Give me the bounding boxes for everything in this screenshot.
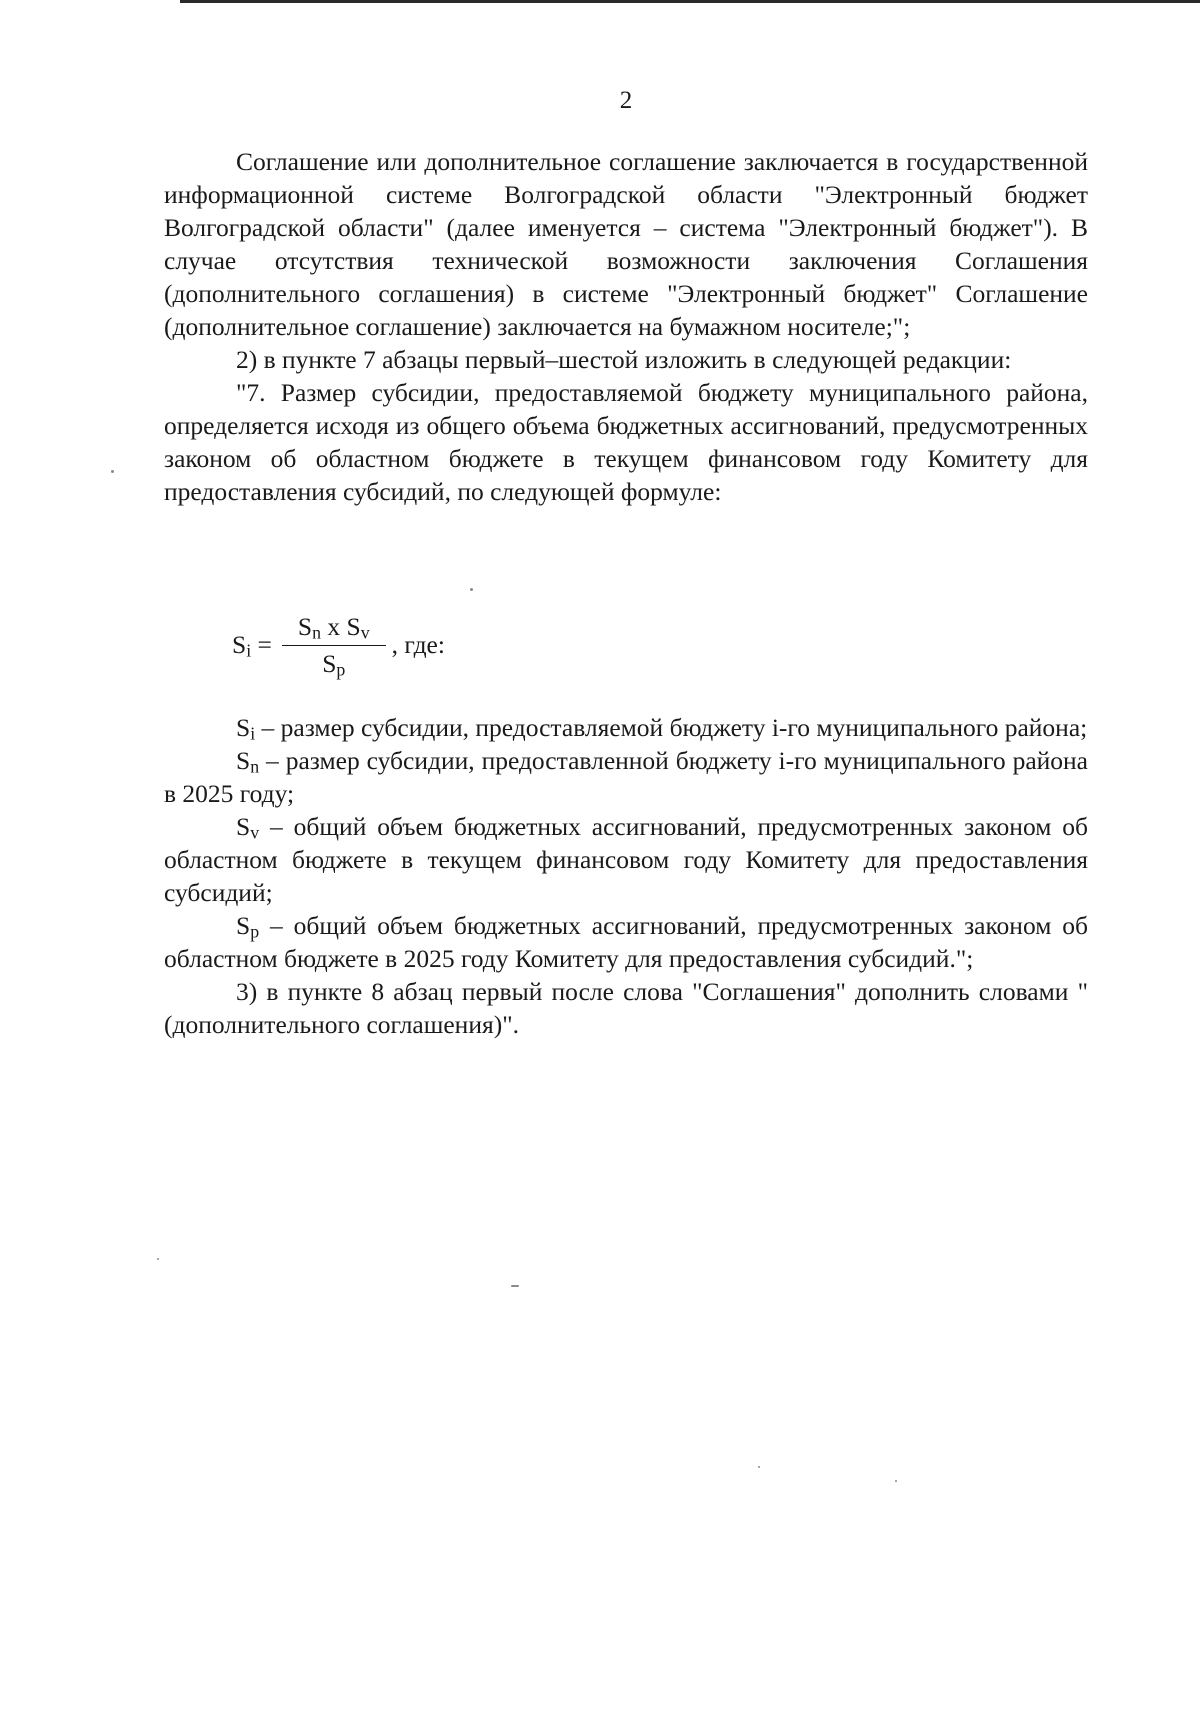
definitions-text	[164, 711, 1088, 1041]
formula-numerator: $S_n$ x $S_v$	[282, 612, 386, 646]
scan-top-edge	[180, 0, 1200, 3]
scan-speck	[511, 1285, 519, 1287]
formula-fraction	[282, 612, 386, 679]
scan-speck	[111, 470, 114, 473]
scan-speck	[758, 1466, 760, 1468]
paragraph-agreement: Соглашение или дополнительное соглашение заключается в государственной информационной системе Волгоградской области "Электронный бюджет Волгоградской области" (далее именуется – система "Электронный бюджет"). В случае отсутствия технической возможности заключения Соглашения (дополнительного соглашения) в системе "Электронный бюджет" Соглашение (дополнительное соглашение) заключается на бумажном носителе;";	[164, 147, 1088, 341]
formula-lhs: $S_i$ =	[232, 630, 272, 661]
definition-sv: $S_v$ – общий объем бюджетных ассигнований, предусмотренных законом об областном бюджете в текущем финансовом году Комитету для предоставления субсидий;	[164, 812, 1088, 907]
formula-suffix: , где:	[391, 630, 445, 659]
definition-si: $S_i$ – размер субсидии, предоставляемой бюджету i-го муниципального района;	[236, 713, 1088, 744]
subsidy-formula	[232, 600, 445, 690]
paragraph-item-2: 2) в пункте 7 абзацы первый–шестой изложить в следующей редакции:	[236, 345, 1012, 374]
formula-denominator: $S_p$	[322, 648, 346, 680]
paragraph-item-3: 3) в пункте 8 абзац первый после слова "Соглашения" дополнить словами "(дополнительного соглашения)".	[164, 977, 1088, 1039]
definition-sn: $S_n$ – размер субсидии, предоставленной бюджету i-го муниципального района в 2025 году;	[164, 746, 1088, 808]
intro-text	[164, 145, 1088, 508]
page-number: 2	[619, 87, 633, 114]
scan-speck	[470, 588, 473, 591]
scan-speck	[157, 1258, 159, 1260]
paragraph-item-7: "7. Размер субсидии, предоставляемой бюджету муниципального района, определяется исходя из общего объема бюджетных ассигнований, предусмотренных законом об областном бюджете в текущем финансовом году Комитету для предоставления субсидий, по следующей формуле:	[164, 378, 1088, 506]
scan-speck	[895, 1480, 897, 1482]
definition-sp: $S_p$ – общий объем бюджетных ассигнований, предусмотренных законом об областном бюджете в 2025 году Комитету для предоставления субсидий.";	[164, 911, 1088, 973]
